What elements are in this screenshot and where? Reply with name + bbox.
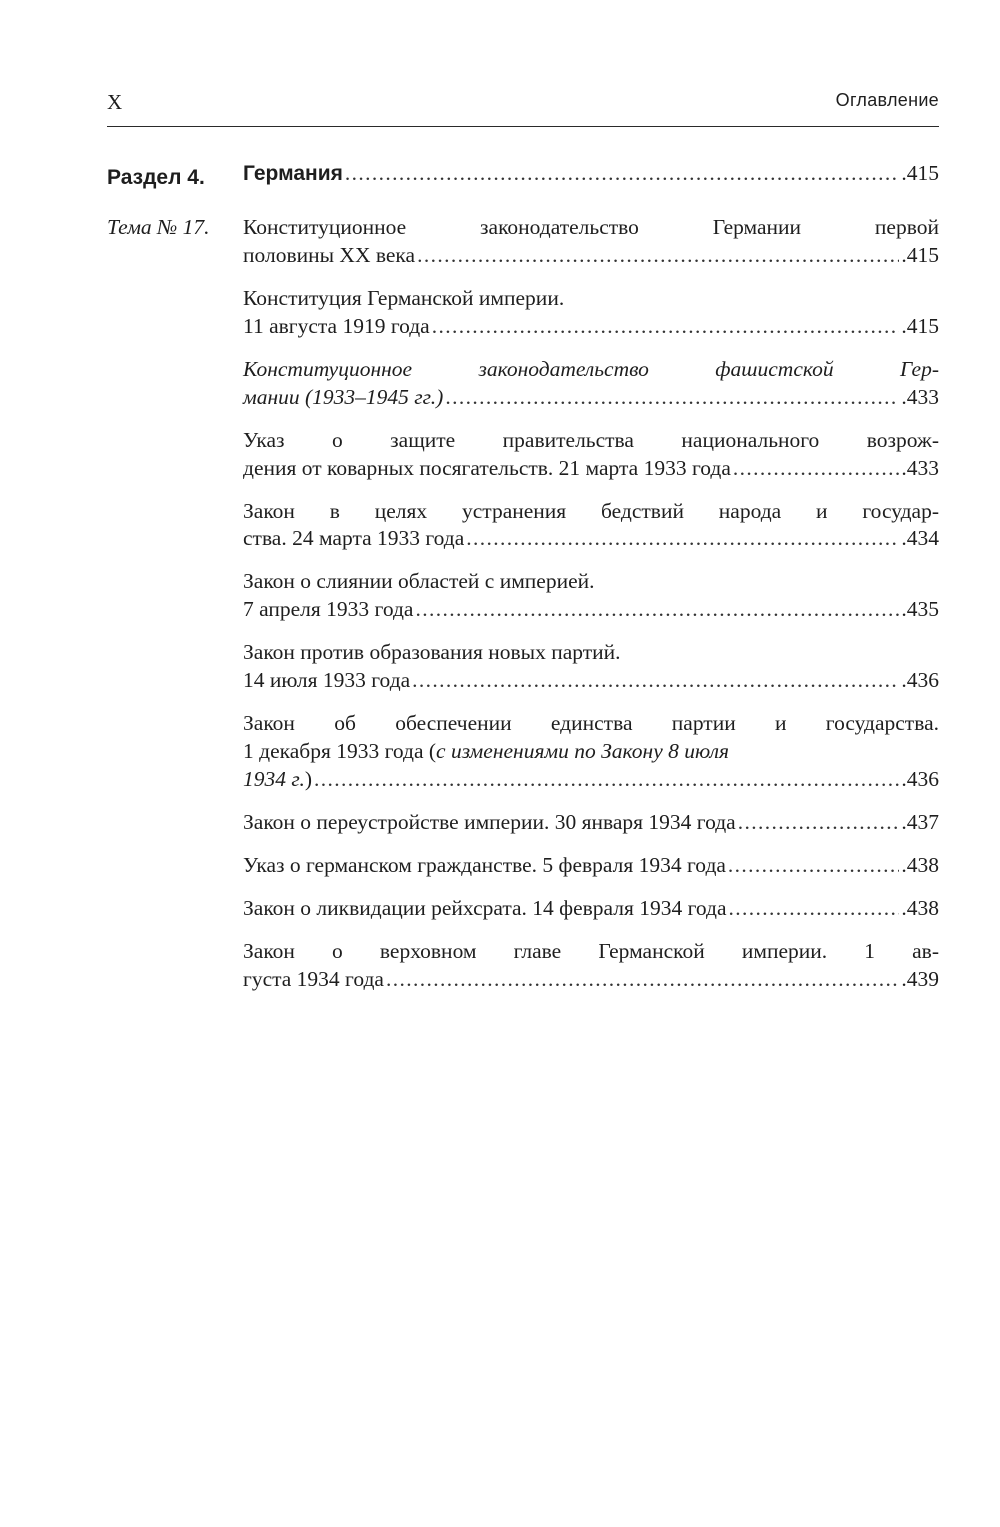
entry-line: Закон о слиянии областей с империей. [243,569,595,594]
dot-leader [386,966,899,994]
page-ref: .433 [901,384,939,409]
page-ref: .437 [901,809,939,834]
entry-line-italic: с изменениями по Закону 8 июля [436,739,729,764]
dot-leader [445,384,899,412]
page-ref: .436 [901,767,939,791]
toc-entry [243,639,939,695]
page-ref: .415 [901,242,939,267]
dot-leader [417,242,899,270]
entry-line-italic: 1934 г. [243,767,305,791]
dot-leader [738,809,900,837]
toc-entry [243,710,939,794]
entry-line: половины XX века [243,242,416,267]
toc-entry [243,356,939,412]
toc-entry [243,809,939,837]
page-header [107,86,939,127]
entry-line: дения от коварных посягательств. 21 марта 1933 года [243,455,731,480]
page-ref: .435 [901,597,939,622]
page-ref: .438 [901,852,939,877]
dot-leader [432,313,900,341]
toc-topic [107,214,939,994]
entry-line: Указ о защите правительства национального возрож- [243,427,939,452]
entry-line: 7 апреля 1933 года [243,597,414,622]
page-number: X [107,90,123,114]
entry-line: ства. 24 марта 1933 года [243,526,465,551]
entry-line: 11 августа 1919 года [243,313,430,338]
toc-entry [243,427,939,483]
entry-line: Закон против образования новых партий. [243,640,621,665]
dot-leader [415,596,899,624]
toc-entry [243,214,939,270]
entry-line-part: 1 декабря 1933 года ( [243,739,437,764]
toc-entry [243,852,939,880]
section-label: Раздел 4. [107,166,205,189]
toc-entry [243,498,939,554]
dot-leader [314,766,899,794]
entry-line: Закон о верховном главе Германской империи. 1 ав- [243,938,939,963]
entry-line: Закон о ликвидации рейхсрата. 14 февраля 1934 года [243,895,727,920]
running-title: Оглавление [835,90,939,110]
entry-line: густа 1934 года [243,966,384,991]
page-ref: .415 [901,161,939,185]
entry-line: Закон об обеспечении единства партии и государства. [243,711,939,736]
entry-line: Конституционное законодательство Германии первой [243,215,939,239]
table-of-contents [107,160,939,1009]
page-ref: .439 [901,966,939,991]
dot-leader [728,852,899,880]
entry-line: Закон о переустройстве империи. 30 января 1934 года [243,809,736,834]
entry-line [243,766,312,794]
dot-leader [733,455,900,483]
entry-line: Указ о германском гражданстве. 5 февраля 1934 года [243,852,726,877]
entry-line-part: ) [304,767,313,791]
dot-leader [466,525,899,553]
page-ref: .433 [901,455,939,480]
topic-label: Тема № 17. [107,215,210,239]
entry-line: Конституция Германской империи. [243,285,565,310]
dot-leader [345,160,900,188]
entry-line [243,738,939,766]
toc-entry [243,895,939,923]
toc-entry [243,938,939,994]
entry-line: Закон в целях устранения бедствий народа и государ- [243,498,939,523]
toc-entry [243,568,939,624]
toc-section [107,160,939,200]
page-ref: .434 [901,526,939,551]
dot-leader [412,667,899,695]
page-ref: .415 [901,313,939,338]
entry-line: 14 июля 1933 года [243,668,411,693]
page-ref: .436 [901,668,939,693]
section-title: Германия [243,162,343,185]
entry-line: Конституционное законодательство фашистской Гер- [243,356,939,381]
dot-leader [729,895,900,923]
page-ref: .438 [901,895,939,920]
toc-entry [243,285,939,341]
entry-line: мании (1933–1945 гг.) [243,384,444,409]
